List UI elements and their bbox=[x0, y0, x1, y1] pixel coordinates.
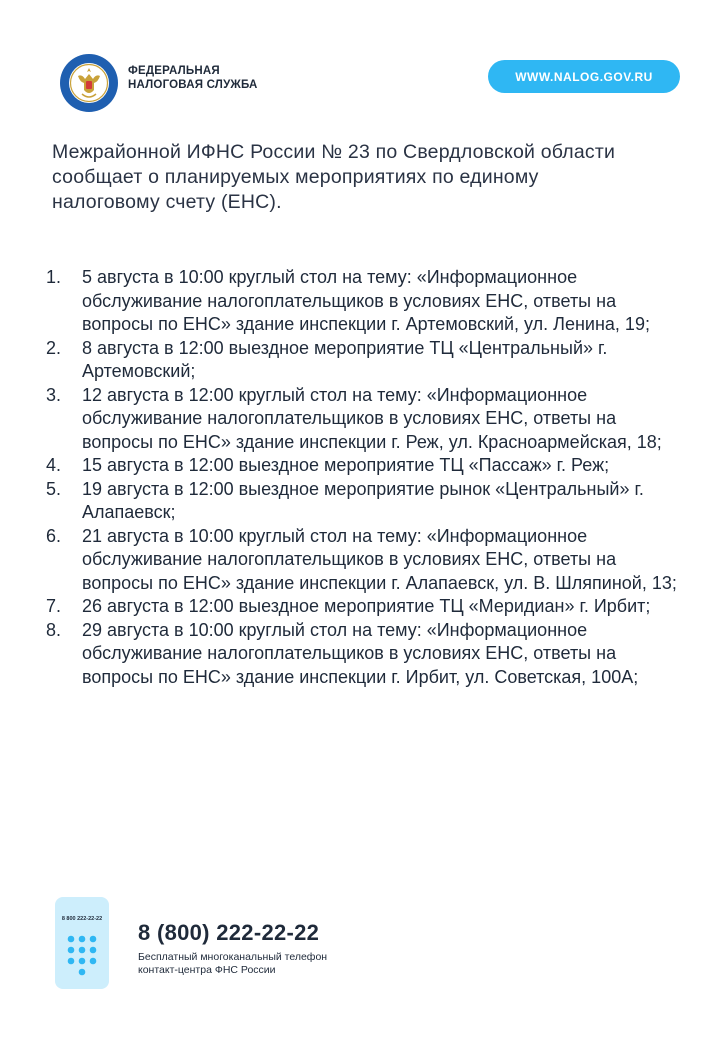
list-item bbox=[46, 337, 686, 384]
phone-keypad-icon bbox=[54, 896, 110, 990]
list-item-number: 2. bbox=[46, 337, 62, 358]
intro-text: Межрайонной ИФНС России № 23 по Свердловской области сообщает о планируемых мероприятиях по единому налоговому счету (ЕНС). bbox=[52, 141, 616, 213]
list-item-text: 8 августа в 12:00 выездное мероприятие ТЦ «Центральный» г. Артемовский; bbox=[82, 337, 608, 381]
list-item bbox=[46, 478, 686, 525]
list-item-number: 5. bbox=[46, 478, 62, 499]
list-item-text: 12 августа в 12:00 круглый стол на тему: «Информационное обслуживание налогоплательщиков в условиях ЕНС, ответы на вопросы по ЕНС» здание инспекции г. Реж, ул. Красноармейская, 18; bbox=[82, 384, 662, 452]
list-item-number: 7. bbox=[46, 596, 62, 616]
list-item-text: 26 августа в 12:00 выездное мероприятие ТЦ «Меридиан» г. Ирбит; bbox=[82, 596, 651, 616]
list-item-number: 8. bbox=[46, 619, 62, 640]
list-item-text: 5 августа в 10:00 круглый стол на тему: «Информационное обслуживание налогоплательщиков в условиях ЕНС, ответы на вопросы по ЕНС» здание инспекции г. Артемовский, ул. Ленина, 19; bbox=[82, 267, 650, 334]
list-item bbox=[46, 266, 686, 337]
list-item-text: 19 августа в 12:00 выездное мероприятие рынок «Центральный» г. Алапаевск; bbox=[82, 478, 644, 522]
list-item-number: 3. bbox=[46, 384, 62, 405]
list-item-text: 29 августа в 10:00 круглый стол на тему: «Информационное обслуживание налогоплательщиков в условиях ЕНС, ответы на вопросы по ЕНС» здание инспекции г. Ирбит, ул. Советская, 100А; bbox=[82, 619, 639, 687]
website-link[interactable]: WWW.NALOG.GOV.RU bbox=[488, 60, 680, 93]
list-item-number: 4. bbox=[46, 455, 62, 475]
header bbox=[58, 52, 680, 112]
org-name bbox=[128, 64, 258, 92]
list-item-text: 21 августа в 10:00 круглый стол на тему: «Информационное обслуживание налогоплательщиков в условиях ЕНС, ответы на вопросы по ЕНС» здание инспекции г. Алапаевск, ул. В. Шляпиной, 13; bbox=[82, 525, 677, 593]
org-name-line1: ФЕДЕРАЛЬНАЯ bbox=[128, 65, 220, 77]
fns-emblem-logo bbox=[58, 52, 120, 114]
list-item bbox=[46, 595, 686, 619]
list-item bbox=[46, 619, 686, 690]
list-item bbox=[46, 454, 686, 478]
list-item bbox=[46, 525, 686, 596]
list-item-number: 6. bbox=[46, 525, 62, 546]
hotline-description-line1: Бесплатный многоканальный телефон bbox=[138, 951, 328, 963]
events-list bbox=[46, 266, 686, 689]
hotline-number[interactable]: 8 (800) 222-22-22 bbox=[138, 920, 320, 945]
list-item bbox=[46, 384, 686, 455]
list-item-text: 15 августа в 12:00 выездное мероприятие ТЦ «Пассаж» г. Реж; bbox=[82, 455, 610, 475]
phone-icon-number: 8 800 222-22-22 bbox=[61, 916, 103, 922]
org-name-line2: НАЛОГОВАЯ СЛУЖБА bbox=[128, 79, 258, 91]
hotline-description bbox=[138, 951, 327, 977]
list-item-number: 1. bbox=[46, 267, 62, 287]
hotline-description-line2: контакт-центра ФНС России bbox=[138, 964, 276, 976]
contact-block bbox=[54, 896, 454, 996]
